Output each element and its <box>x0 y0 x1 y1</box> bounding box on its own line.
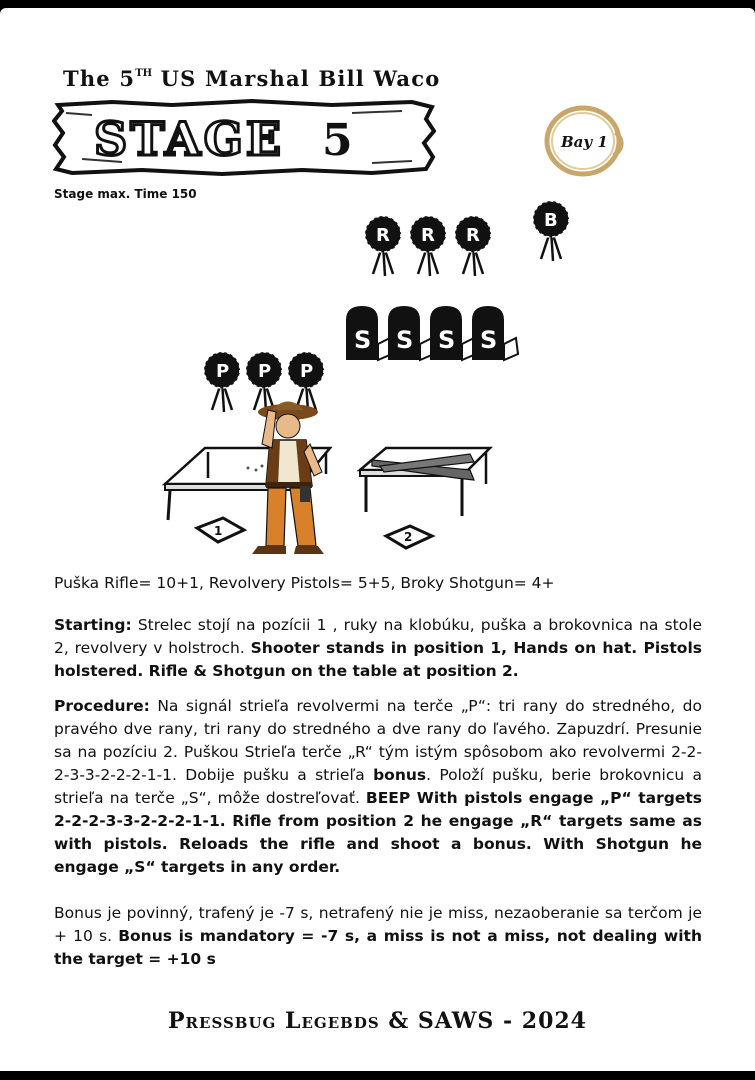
bonus-target <box>533 201 569 261</box>
stage-diagram <box>0 8 755 568</box>
table-position-2 <box>360 448 490 516</box>
footer-organizer: Pressbug Legebds & SAWS - 2024 <box>168 1008 587 1034</box>
event-title: The 5TH US Marshal Bill Waco <box>63 66 441 91</box>
bay-label: Bay 1 <box>561 133 608 151</box>
shotgun-target-label-2: S <box>396 326 414 354</box>
pistol-target-label-3: P <box>300 361 314 382</box>
pistol-targets <box>204 352 324 412</box>
rifle-target-label-2: R <box>421 225 435 246</box>
procedure-paragraph: Procedure: Na signál strieľa revolvermi na terče „P“: tri rany do stredného, do pravého dve rany, tri rany do stredného a dve rany do ľavého. Zapuzdrí. Presunie sa na pozíciu 2. Puškou Strieľa terče „R“ tým istým spôsobom ako revolvermi 2-2-2-3-3-2-2-2-1-1. Dobije pušku a strieľa bonus. Položí pušku, berie brokovnicu a strieľa na terče „S“, môže dostreľovať. BEEP With pistols engage „P“ targets 2-2-2-3-3-2-2-2-1-1. Rifle from position 2 he engage „R“ targets same as with pistols. Reloads the rifle and shoot a bonus. With Shotgun he engage „S“ targets in any order. <box>54 697 703 876</box>
ammo-requirements: Puška Rifle= 10+1, Revolvery Pistols= 5+5, Broky Shotgun= 4+ <box>54 574 555 592</box>
stage-max-time: Stage max. Time 150 <box>54 187 197 201</box>
shotgun-targets <box>346 306 518 360</box>
starting-paragraph: Starting: Strelec stojí na pozícii 1 , ruky na klobúku, puška a brokovnica na stole 2, revolvery v holstroch. Shooter stands in position 1, Hands on hat. Pistols holstered. Rifle & Shotgun on the table at position 2. <box>54 616 702 680</box>
bonus-target-label: B <box>544 210 558 231</box>
shotgun-target-label-4: S <box>480 326 498 354</box>
rifle-target-label-3: R <box>466 225 480 246</box>
starting-label: Starting: <box>54 616 132 634</box>
stage-number: 5 <box>322 115 353 166</box>
shotgun-target-label-3: S <box>438 326 456 354</box>
pistol-target-label-2: P <box>258 361 272 382</box>
pistol-target-label-1: P <box>216 361 230 382</box>
document-page <box>0 8 755 1071</box>
rifle-target-label-1: R <box>376 225 390 246</box>
position-1-label: 1 <box>214 524 223 538</box>
position-1-mat <box>197 518 244 542</box>
position-2-label: 2 <box>404 530 413 544</box>
bonus-rule-paragraph: Bonus je povinný, trafený je -7 s, netrafený nie je miss, nezaoberanie sa terčom je + 10 s. Bonus is mandatory = -7 s, a miss is not a miss, not dealing with the target = +10 s <box>54 904 702 968</box>
procedure-label: Procedure: <box>54 697 150 715</box>
stage-label: STAGE <box>94 112 284 166</box>
rifle-targets <box>365 216 491 276</box>
shotgun-target-label-1: S <box>354 326 372 354</box>
position-2-mat <box>386 526 432 548</box>
